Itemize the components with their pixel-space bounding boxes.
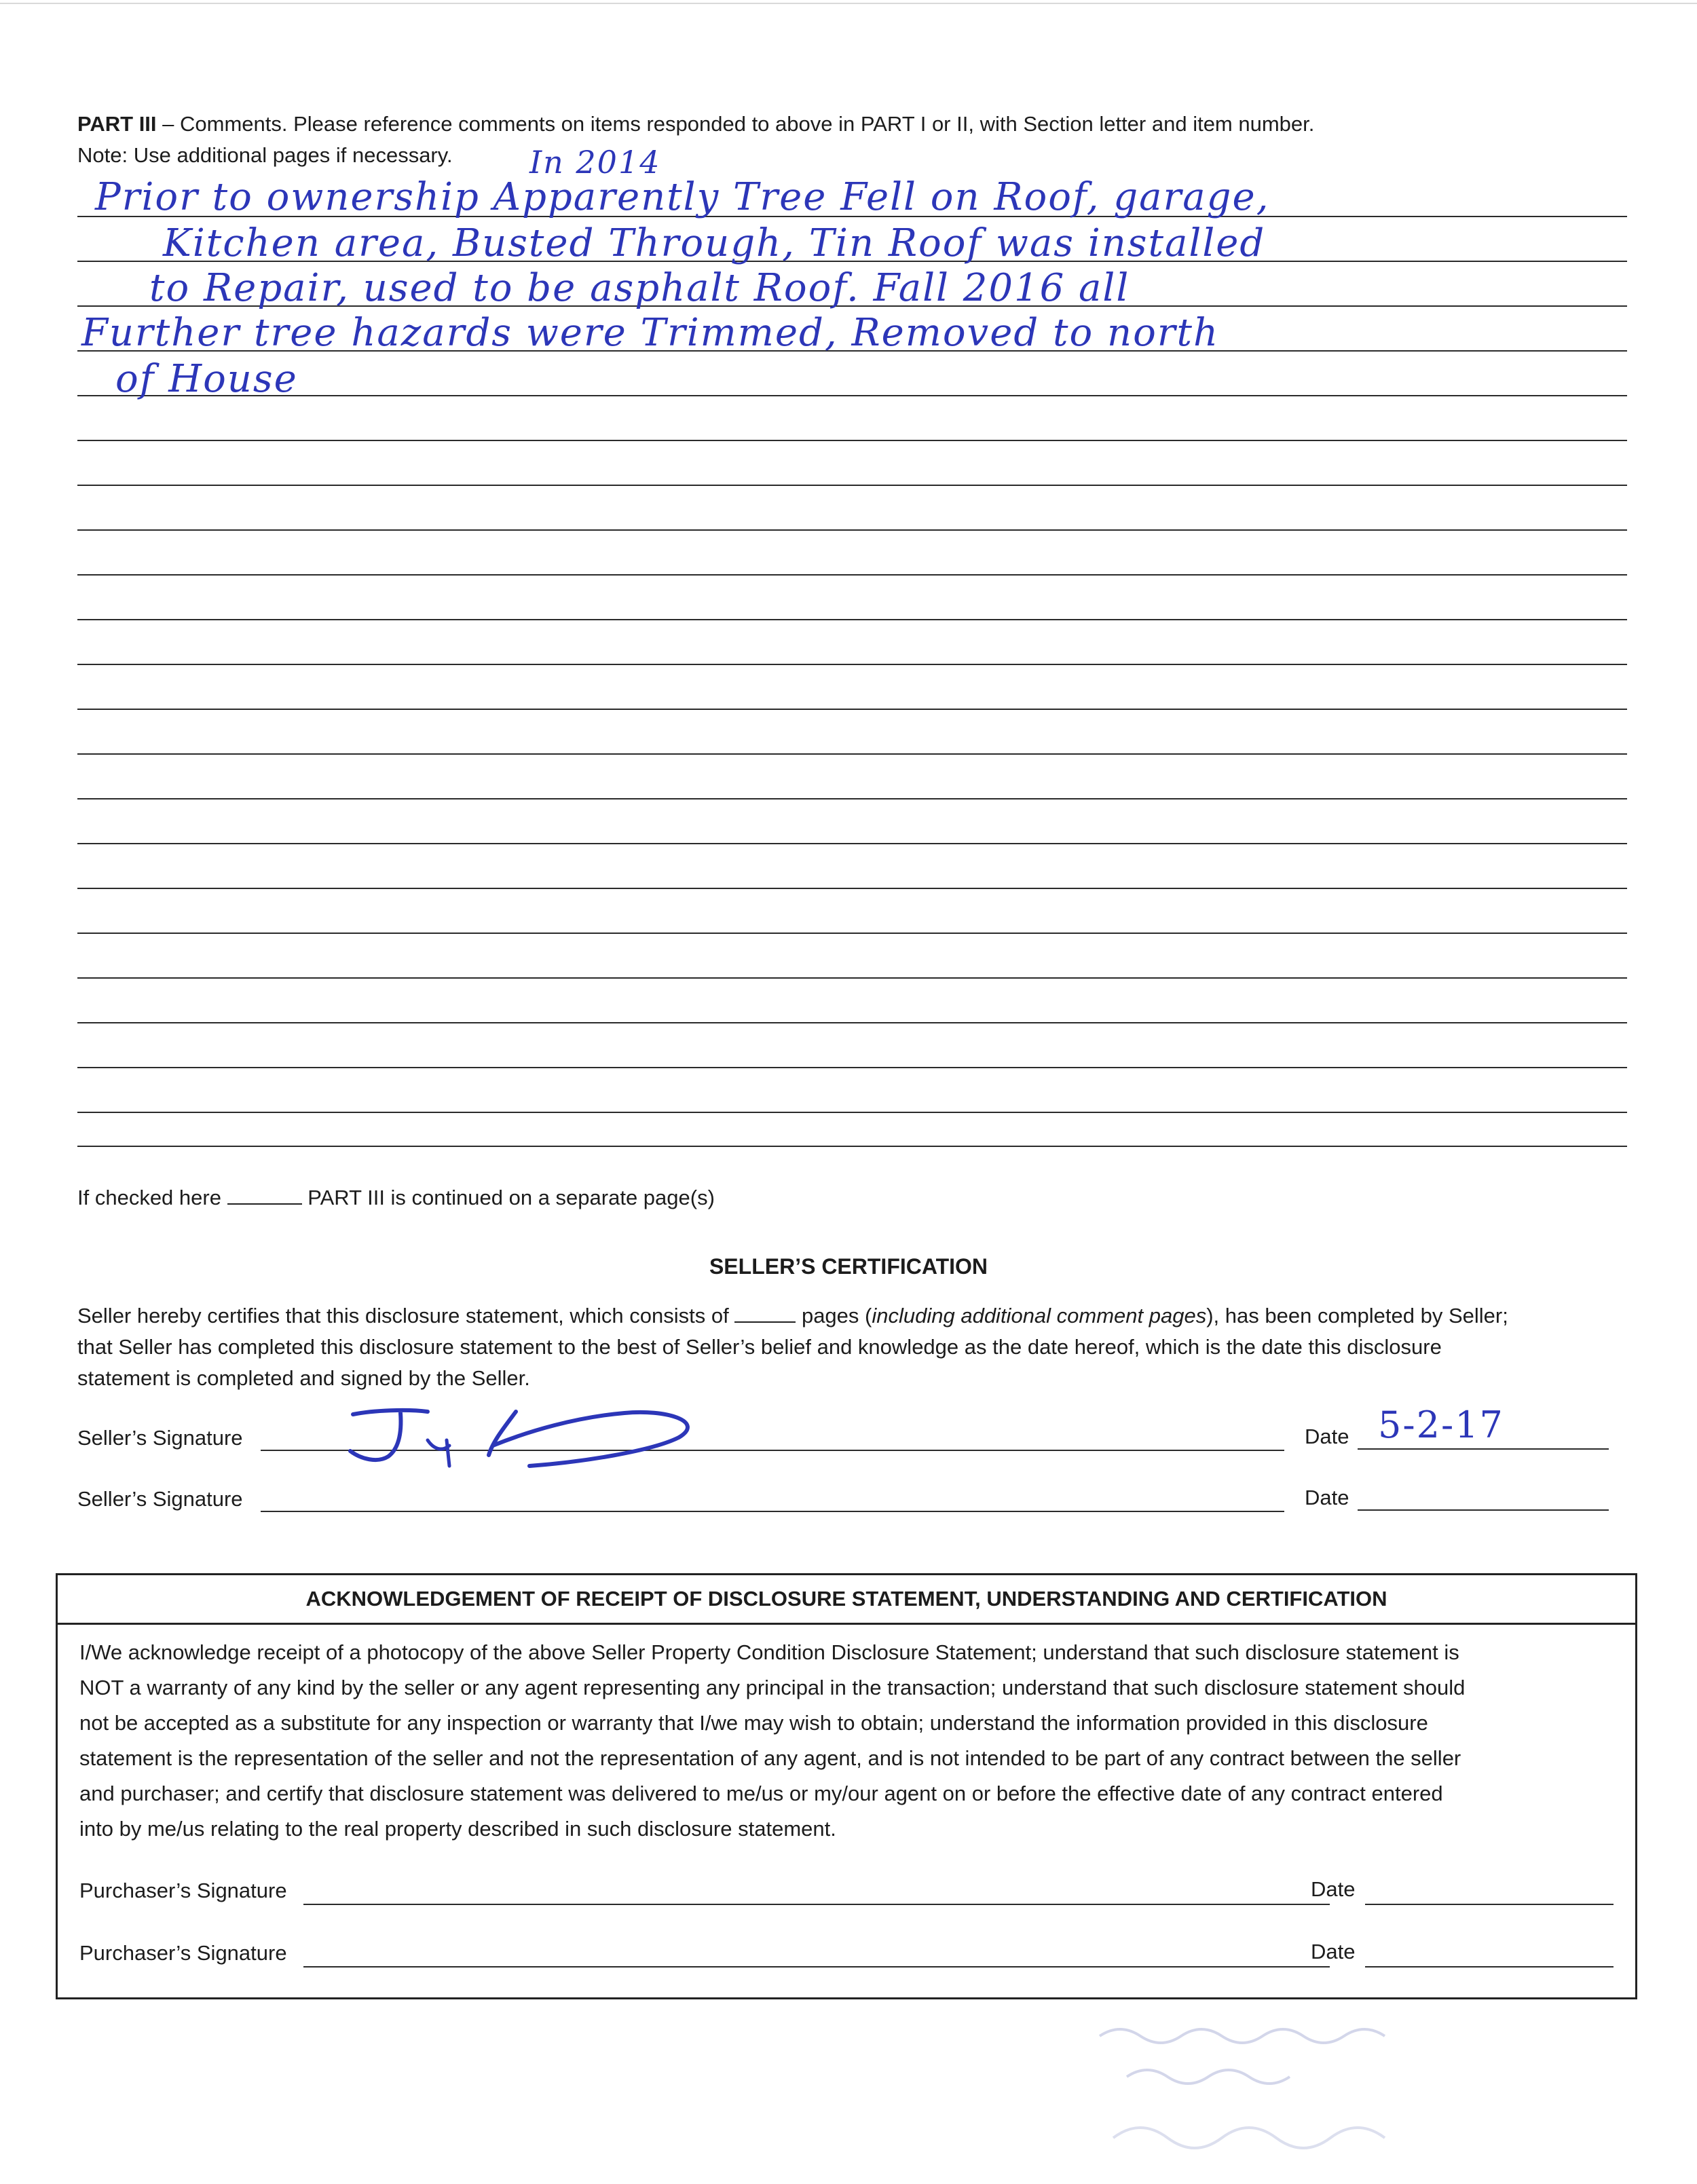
seller-date-line-2[interactable] xyxy=(1358,1509,1609,1511)
comment-line xyxy=(77,933,1627,934)
comment-line xyxy=(77,1022,1627,1023)
seller-cert-text: ), has been completed by Seller; xyxy=(1206,1304,1508,1328)
acknowledgement-title: ACKNOWLEDGEMENT OF RECEIPT OF DISCLOSURE STATEMENT, UNDERSTANDING AND CERTIFICATION xyxy=(58,1575,1635,1625)
comment-line xyxy=(77,664,1627,665)
comment-line xyxy=(77,1067,1627,1068)
seller-date-label: Date xyxy=(1305,1425,1349,1448)
part3-instructions-text: – Comments. Please reference comments on items responded to above in PART I or II, with Section letter and item number. xyxy=(156,112,1315,136)
seller-signature-scribble xyxy=(326,1398,720,1473)
continued-prefix: If checked here xyxy=(77,1186,221,1209)
purchaser-signature-label-2: Purchaser’s Signature xyxy=(79,1941,287,1965)
bleed-through-marks xyxy=(1086,2009,1602,2172)
comment-line xyxy=(77,574,1627,576)
purchaser-date-line-1[interactable] xyxy=(1365,1904,1614,1905)
purchaser-date-line-2[interactable] xyxy=(1365,1966,1614,1968)
ack-line: and purchaser; and certify that disclosure statement was delivered to me/us or my/our agent on or before the effective date of any contract entered xyxy=(79,1782,1443,1805)
comment-line xyxy=(77,798,1627,799)
part3-note: Note: Use additional pages if necessary. xyxy=(77,143,453,167)
ack-line: statement is the representation of the seller and not the representation of any agent, and is not intended to be part of any contract between the seller xyxy=(79,1746,1461,1770)
seller-cert-title: SELLER’S CERTIFICATION xyxy=(709,1254,988,1279)
seller-cert-line-3: statement is completed and signed by the Seller. xyxy=(77,1366,530,1390)
handwritten-line-4: Further tree hazards were Trimmed, Removed to north xyxy=(81,311,1220,355)
seller-date-label-2: Date xyxy=(1305,1486,1349,1509)
seller-signature-line-2[interactable] xyxy=(261,1511,1284,1512)
handwritten-line-1: Prior to ownership Apparently Tree Fell on Roof, garage, xyxy=(95,175,1270,219)
comment-line xyxy=(77,619,1627,620)
handwritten-line-5: of House xyxy=(115,357,298,401)
comment-line xyxy=(77,485,1627,486)
seller-cert-text: pages ( xyxy=(801,1304,872,1328)
seller-signature-label: Seller’s Signature xyxy=(77,1426,243,1450)
seller-cert-italic: including additional comment pages xyxy=(872,1304,1207,1328)
continued-note xyxy=(77,1182,715,1213)
comment-line xyxy=(77,395,1627,396)
seller-cert-text: Seller hereby certifies that this disclosure statement, which consists of xyxy=(77,1304,729,1328)
acknowledgement-text xyxy=(79,1635,1620,1847)
acknowledgement-box xyxy=(56,1573,1637,1999)
continued-suffix: PART III is continued on a separate page(s) xyxy=(307,1186,715,1209)
purchaser-date-label-2: Date xyxy=(1311,1940,1356,1963)
purchaser-signature-line-1[interactable] xyxy=(303,1904,1330,1905)
handwritten-insert: In 2014 xyxy=(529,144,661,181)
seller-cert-line-2: that Seller has completed this disclosure statement to the best of Seller’s belief and knowledge as the date hereof, which is the date this disclosure xyxy=(77,1335,1442,1359)
comment-line xyxy=(77,753,1627,755)
comment-line xyxy=(77,888,1627,889)
page-count-blank[interactable] xyxy=(734,1304,796,1323)
comment-line xyxy=(77,977,1627,979)
ack-line: I/We acknowledge receipt of a photocopy of the above Seller Property Condition Disclosure Statement; understand that such disclosure statement is xyxy=(79,1640,1459,1664)
scan-edge xyxy=(0,3,1697,4)
ack-line: not be accepted as a substitute for any inspection or warranty that I/we may wish to obtain; understand the information provided in this disclosure xyxy=(79,1711,1428,1735)
comment-line xyxy=(77,529,1627,531)
seller-cert-line-1 xyxy=(77,1300,1508,1332)
part3-instructions xyxy=(77,109,1314,140)
comment-line xyxy=(77,440,1627,441)
handwritten-line-2: Kitchen area, Busted Through, Tin Roof was installed xyxy=(163,221,1266,265)
comment-line xyxy=(77,1146,1627,1147)
purchaser-signature-line-2[interactable] xyxy=(303,1966,1330,1968)
ack-line: NOT a warranty of any kind by the seller or any agent representing any principal in the transaction; understand that such disclosure statement should xyxy=(79,1676,1466,1699)
purchaser-date-label-1: Date xyxy=(1311,1877,1356,1901)
comment-line xyxy=(77,843,1627,844)
continued-checkbox-blank[interactable] xyxy=(227,1186,302,1205)
ack-line: into by me/us relating to the real property described in such disclosure statement. xyxy=(79,1817,836,1841)
purchaser-signature-label-1: Purchaser’s Signature xyxy=(79,1879,287,1902)
comment-line xyxy=(77,709,1627,710)
seller-date-line[interactable] xyxy=(1358,1448,1609,1450)
part3-heading: PART III xyxy=(77,112,157,136)
handwritten-line-3: to Repair, used to be asphalt Roof. Fall 2016 all xyxy=(149,266,1130,310)
seller-signature-label-2: Seller’s Signature xyxy=(77,1487,243,1511)
seller-signed-date: 5-2-17 xyxy=(1378,1404,1504,1446)
comment-line xyxy=(77,1112,1627,1113)
